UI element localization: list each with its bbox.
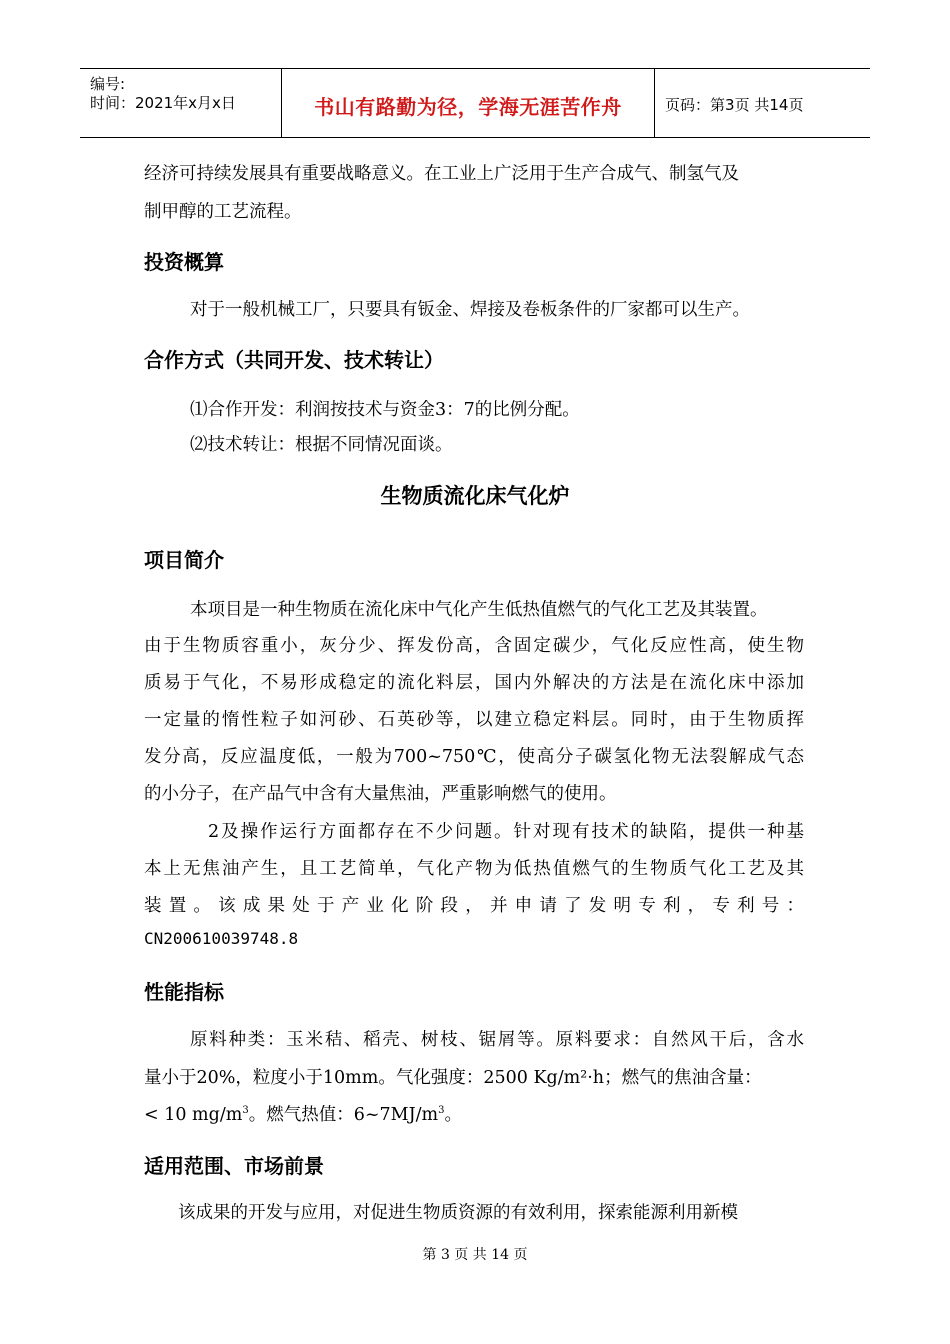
perf-line-2: 量小于20%，粒度小于10mm。气化强度：2500 Kg/m²·h；燃气的焦油含量： [144,1068,762,1088]
number-label: 编号: [90,75,126,93]
project-line: 一定量的惰性粒子如河砂、石英砂等，以建立稳定料层。同时，由于生物质挥 [144,710,804,730]
intro-line-2: 制甲醇的工艺流程。 [144,202,302,222]
section-title: 生物质流化床气化炉 [380,484,570,508]
perf-sup-2: 3 [438,1105,445,1117]
header-left-cell [80,69,281,137]
intro-line-1: 经济可持续发展具有重要战略意义。在工业上广泛用于生产合成气、制氢气及 [144,164,739,184]
perf-line-1: 原料种类：玉米秸、稻壳、树枝、锯屑等。原料要求：自然风干后，含水 [190,1030,804,1050]
perf-line-3 [144,1101,462,1126]
invest-heading: 投资概算 [144,250,224,274]
page-footer: 第 3 页 共 14 页 [422,1247,528,1263]
header-center-cell [281,69,655,137]
date-label: 时间：2021年x月x日 [90,94,236,112]
coop-item-2: ⑵技术转让：根据不同情况面谈。 [190,435,453,455]
patent-number: CN200610039748.8 [144,929,299,948]
page-info-suffix: 页 [788,96,804,114]
perf-tar-value: < 10 mg/m [144,1105,243,1125]
project-line: 由于生物质容重小，灰分少、挥发份高，含固定碳少，气化反应性高，使生物 [144,636,804,656]
page-info-mid: 页 共 [734,96,770,114]
perf-sup-1: 3 [242,1105,249,1117]
header-motto: 书山有路勤为径，学海无涯苦作舟 [314,95,622,119]
perf-heat-value: 。燃气热值：6~7MJ/m [248,1105,439,1125]
page-header [80,68,870,138]
project-line: 发分高，反应温度低，一般为700~750℃，使高分子碳氢化物无法裂解成气态 [144,747,804,767]
project-line: 的小分子，在产品气中含有大量焦油，严重影响燃气的使用。 [144,784,617,804]
project-heading: 项目简介 [144,548,224,572]
perf-end: 。 [444,1105,462,1125]
page-info-prefix: 页码：第 [665,96,726,114]
project-line: 质易于气化，不易形成稳定的流化料层，国内外解决的方法是在流化床中添加 [144,673,804,693]
page-info [665,94,803,115]
project-line-2: 装置。该成果处于产业化阶段，并申请了发明专利，专利号： [144,896,804,916]
page-total: 14 [769,96,789,114]
header-right-cell [655,69,870,137]
perf-heading: 性能指标 [144,980,224,1004]
project-line: 本项目是一种生物质在流化床中气化产生低热值燃气的气化工艺及其装置。 [190,600,768,620]
project-line-2: 本上无焦油产生，且工艺简单，气化产物为低热值燃气的生物质气化工艺及其 [144,859,804,879]
scope-line-1: 该成果的开发与应用，对促进生物质资源的有效利用，探索能源利用新模 [178,1203,738,1223]
scope-heading: 适用范围、市场前景 [144,1154,324,1178]
coop-item-1: ⑴合作开发：利润按技术与资金3：7的比例分配。 [190,400,580,420]
project-line-2: 2及操作运行方面都存在不少问题。针对现有技术的缺陷，提供一种基 [208,822,804,842]
invest-text: 对于一般机械工厂，只要具有钣金、焊接及卷板条件的厂家都可以生产。 [190,300,750,320]
coop-heading: 合作方式（共同开发、技术转让） [144,348,444,372]
page-current: 3 [725,96,735,114]
